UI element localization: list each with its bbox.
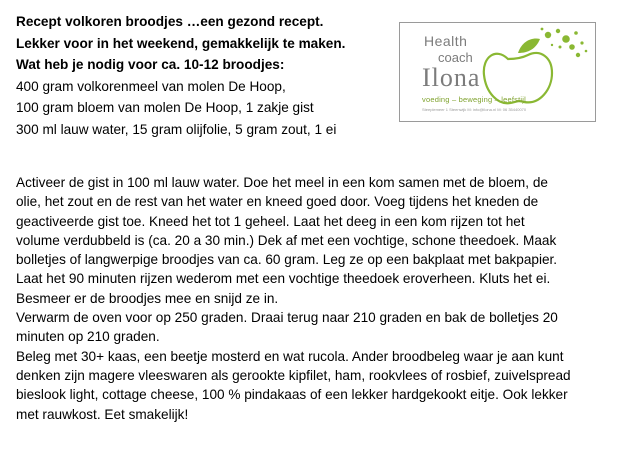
recipe-header <box>16 11 386 140</box>
instruction-line: bolletjes of langwerpige broodjes van ca. 60 gram. Leg ze op een bakplaat met bakpapier. <box>16 252 558 268</box>
instruction-line: volume verdubbeld is (ca. 20 a 30 min.) Dek af met een vochtige, schone theedoek. Maak <box>16 232 557 248</box>
instruction-line: met rauwkost. Eet smakelijk! <box>16 406 189 422</box>
logo-coach-text: coach <box>438 50 473 65</box>
logo-name-text: Ilona <box>422 63 481 92</box>
recipe-subtitle: Lekker voor in het weekend, gemakkelijk te maken. <box>16 35 346 51</box>
instruction-line: Activeer de gist in 100 ml lauw water. Doe het meel in een kom samen met de bloem, de <box>16 175 548 190</box>
ingredient-line: 400 gram volkorenmeel van molen De Hoop, <box>16 78 286 94</box>
instruction-line: bieslook light, cottage cheese, 100 % pindakaas of een lekker hardgekookt eitje. Ook lekker <box>16 387 568 403</box>
instruction-line: Besmeer er de broodjes mee en snijd ze in. <box>16 290 279 306</box>
recipe-instructions <box>16 173 616 424</box>
logo-tagline: voeding – beweging – leefstijl <box>422 95 526 104</box>
instruction-line: denken zijn magere vleeswaren als gerookte kipfilet, ham, rookvlees of rosbief, zuivelspread <box>16 367 571 383</box>
instruction-line: minuten op 210 graden. <box>16 329 160 345</box>
recipe-title: Recept volkoren broodjes …een gezond recept. <box>16 14 324 29</box>
instruction-line: Verwarm de oven voor op 250 graden. Draai terug naar 210 graden en bak de bolletjes 20 <box>16 310 558 326</box>
instruction-line: olie, het zout en de rest van het water en kneed goed door. Voeg tijdens het kneden de <box>16 194 539 210</box>
instruction-line: geactiveerde gist toe. Kneed het tot 1 geheel. Laat het deeg in een kom rijzen tot het <box>16 213 525 229</box>
instruction-line: Laat het 90 minuten rijzen wederom met een vochtige theedoek eroverheen. Kluts het ei. <box>16 271 551 287</box>
ingredient-line: 100 gram bloem van molen De Hoop, 1 zakje gist <box>16 100 314 115</box>
logo-contact: Steeplemeer 1 Steenwijk M: info@ilona.nl M: 06 35440070 <box>422 107 527 112</box>
ingredient-line: 300 ml lauw water, 15 gram olijfolie, 5 gram zout, 1 ei <box>16 121 337 137</box>
instruction-line: Beleg met 30+ kaas, een beetje mosterd en wat rucola. Ander broodbeleg waar je aan kunt <box>16 348 564 364</box>
health-coach-logo <box>399 22 596 122</box>
logo-health-text: Health <box>424 33 468 49</box>
ingredients-heading: Wat heb je nodig voor ca. 10-12 broodjes: <box>16 57 285 72</box>
